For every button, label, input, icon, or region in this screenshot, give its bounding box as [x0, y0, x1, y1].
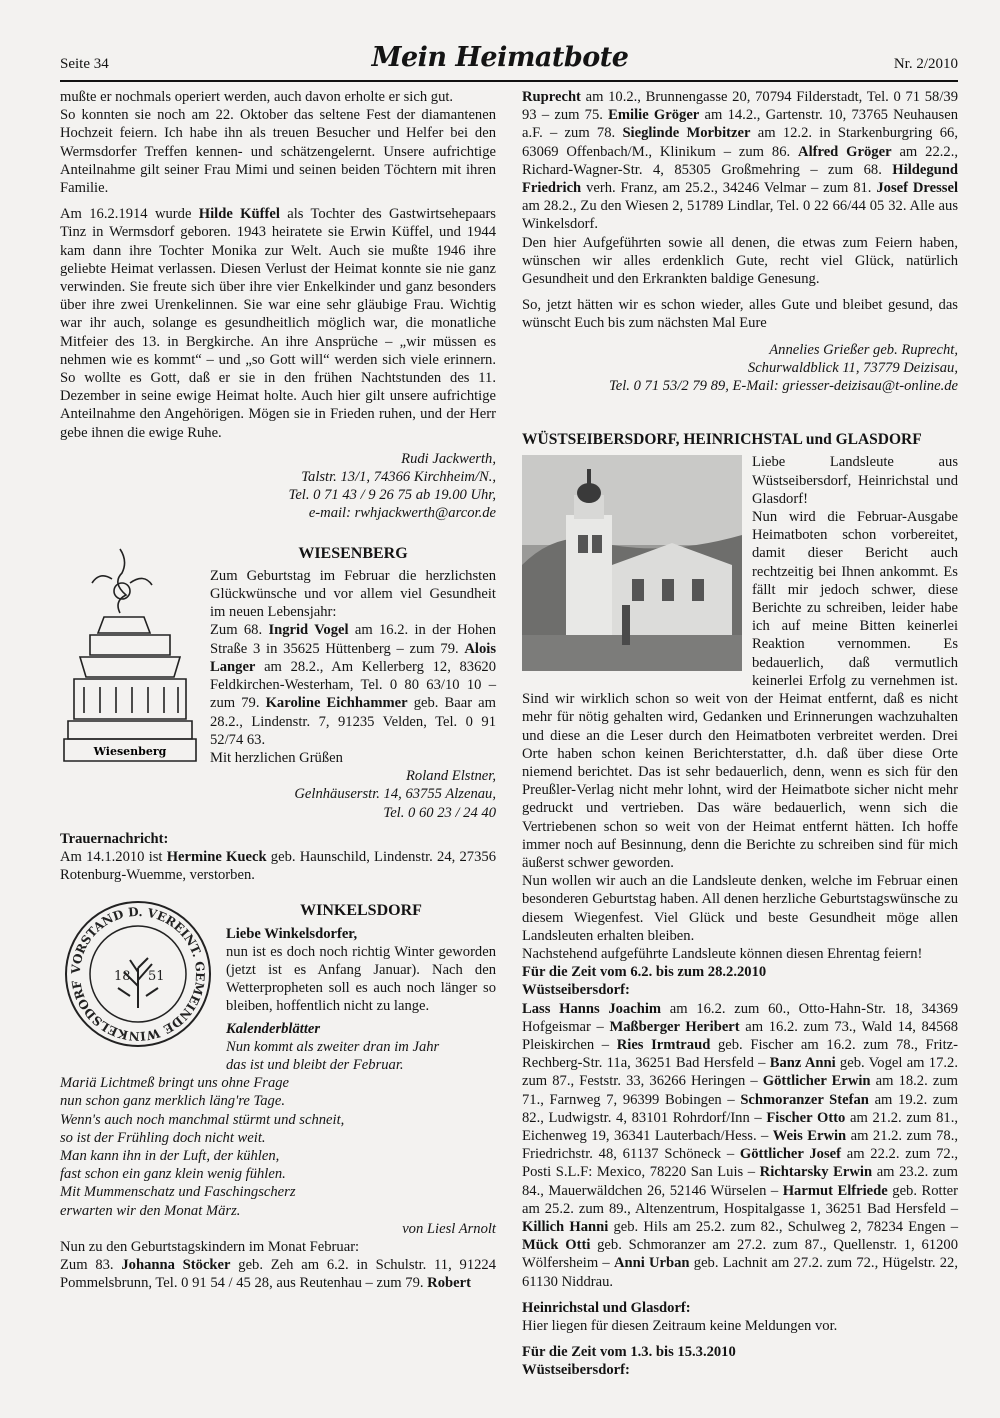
person-name: Hermine Kueck: [166, 848, 267, 865]
paragraph: mußte er nochmals operiert werden, auch davon erholte er sich gut.: [60, 89, 454, 105]
seal-year-right: 51: [148, 969, 165, 985]
signature-block: Annelies Grießer geb. Ruprecht, Schurwaldblick 11, 73779 Deizisau, Tel. 0 71 53/2 79 89, E-Mail: griesser-deizisau@t-online.de: [608, 341, 958, 395]
person-name: Karoline Eichhammer: [265, 695, 408, 712]
poem-title: Kalenderblätter: [226, 1020, 321, 1037]
person-name: Alois Langer: [210, 640, 496, 675]
subheading: Heinrichstal und Glasdorf:: [522, 1299, 691, 1316]
paragraph: Den hier Aufgeführten sowie all denen, die etwas zum Feiern haben, wünschen wir alles erdenklich Gute, recht viel Glück, natürlich Gesundheit und den Erkrankten baldige Genesung.: [522, 234, 958, 288]
section-heading-winkelsdorf: WINKELSDORF: [300, 902, 422, 920]
paragraph: Zum Geburtstag im Februar die herzlichsten Glückwünsche und vor allem viel Gesundheit im neuen Lebensjahr:: [210, 567, 496, 621]
paragraph: Am 16.2.1914 wurde Hilde Küffel als Tochter des Gastwirtsehepaars Tinz in Wermsdorf geboren. 1943 heiratete sie Erwin Küffel, und 1944 kam dann ihre Tochter Monika zur Welt. Auch sie mußte 1946 ihre geliebte Heimat verlassen. Diesen Verlust der Heimat konnte sie nie ganz verwinden. Sie freute sich über ihre vier Enkelkinder und ganz besonders über ihre zwei Urenkelinnen. Sie war eine sehr gläubige Frau. Wichtig war ihr auch, solange es gesundheitlich möglich war, die monatliche Mitfeier des 13. in Bergkirche. An ihre Ansprüche – „wir müssen es nehmen wie es kommt“ – und „so Gott will“ werden sich viele erinnern. So wollte es Gott, daß er sie in den frühen Nachtstunden des 11. Dezember in seine ewige Heimat holte. Auch hier gilt unsere aufrichtige Anteilnahme den Angehörigen. Mögen sie in Frieden ruhen, und der Herr gebe ihnen die ewige Ruhe.: [60, 206, 496, 441]
greeting: Mit herzlichen Grüßen: [210, 749, 343, 766]
seal-year-left: 18: [114, 969, 131, 985]
section-heading-trauer: Trauernachricht:: [60, 830, 169, 847]
paragraph: Zum 83. Johanna Stöcker geb. Zeh am 6.2. in Schulstr. 11, 91224 Pommelsbrunn, Tel. 0 91 54 / 45 28, aus Reutenhau – zum 79. Robert: [60, 1257, 497, 1292]
header-rule: [60, 80, 958, 82]
paragraph: Nun wird die Februar-Ausgabe Heimatboten schon vorbereitet, damit dieser Bericht auch rechtzeitig bei Ihnen ankommt. Es fällt mir jedoch schwer, diese Berichte zu schreiben, leider habe ich auf meine Bitten keinerlei Reaktion vernommen. Es bedauerlich, daß vermutlich keinerlei Erfolg zu vernehmen ist. Sind wir wirklich schon so weit von der Heimat entfernt, daß es nicht mehr für nötig gehalten wird, Gedanken und Erinnerungen wachzuhalten und diese an die Leser durch den Heimatboten verbreitet werden. Drei Orte haben schon keinen Berichterstatter, d.h. daß über diese Orte niemend berichtet. Das ist sehr bedauerlich, denn, wenn es sich für den Preußler-Verlag nicht mehr lohnt, wird der Heimatbote sicher nicht mehr gedruckt und vertrieben. Das wäre bedauerlich, wenn sich die Vertriebenen schon so weit von der Heimat entfernt hätten. Ich hoffe immer noch auf Besinnung, denn die Berichte zu schreiben sind für mich äußerst schwer geworden.: [522, 509, 958, 871]
paragraph: So konnten sie noch am 22. Oktober das seltene Fest der diamantenen Hochzeit feiern. Ich habe ihn als treuen Besucher und Helfer bei den Wermsdorfer Treffen kennen- und schätzengelernt. Unsere aufrichtige Anteilnahme gilt seiner Frau Mimi und seinen beiden Töchtern mit ihren Familie.: [60, 107, 496, 197]
greeting: Liebe Winkelsdorfer,: [226, 925, 358, 942]
signature-block: Roland Elstner, Gelnhäuserstr. 14, 63755 Alzenau, Tel. 0 60 23 / 24 40: [294, 768, 496, 821]
person-name: Johanna Stöcker: [121, 1257, 231, 1274]
illustration-caption: Wiesenberg: [93, 744, 167, 758]
masthead-title: Mein Heimatbote: [371, 42, 629, 73]
subheading: Wüstseibersdorf:: [522, 982, 630, 999]
subheading: Wüstseibersdorf:: [522, 1362, 630, 1379]
seal-text: VORSTAND D. VEREINT. GEMEINDE WINKELSDORF: [68, 905, 208, 1044]
paragraph: Am 14.1.2010 ist Hermine Kueck geb. Haunschild, Lindenstr. 24, 27356 Rotenburg-Wuemme, verstorben.: [60, 848, 496, 884]
wiesenberg-fountain-illustration: [60, 539, 200, 772]
paragraph: Ruprecht am 10.2., Brunnengasse 20, 70794 Filderstadt, Tel. 0 71 58/39 93 – zum 75. Emilie Gröger am 14.2., Gartenstr. 10, 73765 Neuhausen a.F. – zum 78. Sieglinde Morbitzer am 12.2. in Starkenburgring 66, 63069 Offenbach/M., Klinikum – zum 86. Alfred Gröger am 22.2., Richard-Wagner-Str. 4, 85305 Großmehring – zum 68. Hildegund Friedrich verh. Franz, am 25.2., 34246 Velmar – zum 81. Josef Dressel am 28.2., Zu den Wiesen 2, 51789 Lindlar, Tel. 0 22 66/44 05 32. Alle aus Winkelsdorf.: [522, 89, 959, 233]
birthday-list: Lass Hanns Joachim am 16.2. zum 60., Otto-Hahn-Str. 18, 34369 Hofgeismar – Maßberger Heribert am 16.2. zum 73., Wald 14, 84568 Pleiskirchen – Ries Irmtraud geb. Fischer am 16.2. zum 78., Fritz-Rechberg-Str. 11a, 36251 Bad Hersfeld – Banz Anni geb. Vogel am 17.2. zum 87., Feststr. 33, 36266 Heringen – Göttlicher Erwin am 18.2. zum 71., Farnweg 7, 96399 Bobingen – Schmoranzer Stefan am 19.2. zum 82., Ludwigstr. 4, 83101 Rohrdorf/Inn – Fischer Otto am 21.2. zum 81., Eichenweg 19, 36341 Lauterbach/Hess. – Weis Erwin am 21.2. zum 78., Friedrichstr. 48, 61137 Schöneck – Göttlicher Josef am 22.2. zum 72., Posti S.L.F: Mexico, 78220 San Luis – Richtarsky Erwin am 23.2. zum 84., Mauerwäldchen 26, 52146 Würselen – Harmut Elfriede geb. Rotter am 25.2. zum 89., Altenzentrum, Hospitalgasse 1, 36251 Bad Hersfeld – Killich Hanni geb. Hils am 25.2. zum 82., Schulweg 2, 78234 Engen – Mück Otti geb. Schmoranzer am 27.2. zum 87., Quellenstr. 1, 61200 Wölfersheim – Anni Urban geb. Lachnit am 27.2. zum 72., Hügelstr. 22, 61130 Niddrau.: [522, 1000, 959, 1290]
left-column: [60, 88, 496, 1293]
paragraph: So, jetzt hätten wir es schon wieder, alles Gute und bleibet gesund, das wünscht Euch bis zum nächsten Mal Eure: [522, 297, 958, 332]
signature-block: Rudi Jackwerth, Talstr. 13/1, 74366 Kirchheim/N., Tel. 0 71 43 / 9 26 75 ab 19.00 Uhr, e-mail: rwhjackwerth@arcor.de: [288, 450, 496, 522]
section-heading-wuestseibersdorf: WÜSTSEIBERSDORF, HEINRICHSTAL und GLASDORF: [522, 431, 922, 449]
person-name: Hilde Küffel: [198, 206, 280, 223]
right-column: [522, 88, 958, 1380]
paragraph: Hier liegen für diesen Zeitraum keine Meldungen vor.: [522, 1318, 838, 1334]
church-photo: [522, 455, 742, 671]
section-heading-wiesenberg: WIESENBERG: [298, 544, 408, 562]
subheading: Für die Zeit vom 1.3. bis 15.3.2010: [522, 1344, 736, 1361]
winkelsdorf-seal: [60, 896, 218, 1057]
subheading: Für die Zeit vom 6.2. bis zum 28.2.2010: [522, 964, 767, 981]
paragraph: Nun wollen wir auch an die Landsleute denken, welche im Februar einen besonderen Geburtstag haben. All denen herzliche Geburtstagswünsche zu diesem Wiegenfest. Viel Glück und beste Gesundheit möge allen Landsleuten erhalten bleiben.: [522, 873, 958, 944]
poem: Nun kommt als zweiter dran im Jahr das ist und bleibt der Februar. Mariä Lichtmeß bringt uns ohne Frage nun schon ganz merklich läng're Tage. Wenn's auch noch manchmal stürmt und schneit, so ist der Frühling doch nicht weit. Man kann ihn in der Luft, der kühlen, fast schon ein ganz klein wenig fühlen. Mit Mummenschatz und Faschingscherz erwarten wir den Monat März.: [60, 1038, 440, 1219]
page-number: Seite 34: [60, 56, 109, 72]
paragraph: Nun zu den Geburtstagskindern im Monat Februar:: [60, 1238, 360, 1255]
paragraph: Liebe Landsleute aus Wüstseibersdorf, Heinrichstal und Glasdorf!: [752, 454, 958, 507]
paragraph: Nachstehend aufgeführte Landsleute können diesen Ehrentag feiern!: [522, 945, 923, 962]
paragraph: nun ist es doch noch richtig Winter geworden (jetzt ist es Anfang Januar). Nach den Wetterpropheten soll es auch noch länger so bleiben, hoffentlich nicht zu lange.: [226, 943, 496, 1015]
poem-author: von Liesl Arnolt: [402, 1220, 496, 1237]
issue-number: Nr. 2/2010: [893, 56, 958, 72]
person-name: Ingrid Vogel: [268, 622, 349, 639]
paragraph: Zum 68. Ingrid Vogel am 16.2. in der Hohen Straße 3 in 35625 Hüttenberg – zum 79. Alois Langer am 28.2., Am Kellerberg 12, 83620 Feldkirchen-Westerham, Tel. 0 80 63/10 10 – zum 79. Karoline Eichhammer geb. Baar am 28.2., Lindenstr. 7, 91235 Velden, Tel. 0 91 52/74 63.: [210, 622, 497, 748]
person-name: Robert: [427, 1275, 471, 1292]
